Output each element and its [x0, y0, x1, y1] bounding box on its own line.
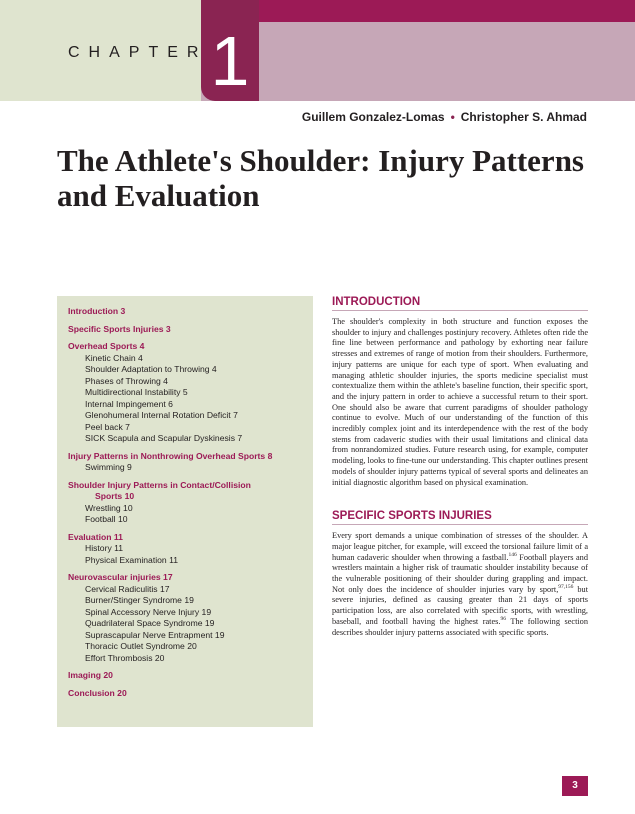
toc-entry: Shoulder Adaptation to Throwing 4: [85, 364, 217, 374]
section-heading-specific-sports: SPECIFIC SPORTS INJURIES: [332, 510, 588, 525]
toc-entry: Swimming 9: [85, 462, 132, 472]
toc-entry: Evaluation 11: [68, 531, 123, 542]
author-second: Christopher S. Ahmad: [460, 110, 587, 124]
chapter-title: The Athlete's Shoulder: Injury Patterns and Evaluation: [57, 143, 584, 213]
main-column: [332, 296, 588, 638]
paragraph-text: The following section describes shoulder injury patterns associated with specific sports.: [332, 616, 588, 637]
toc-entry: Specific Sports Injuries 3: [68, 323, 171, 334]
toc-entry: Neurovascular injuries 17: [68, 572, 173, 582]
header-band-right: [201, 22, 635, 101]
toc-entry: Sports 10: [95, 491, 135, 501]
author-separator: •: [450, 110, 455, 124]
introduction-paragraph: The shoulder's complexity in both structure and function exposes the shoulder to injury and challenges postinjury recovery. Athletes often ride the fine line between performance and pathology by exhorting near failure stresses and extremes of range of motion from their shoulders. Furthermore, injury patterns are unique for each type of sport. When evaluating and managing athletic shoulder injuries, the sports medicine specialist must contextualize them within the athlete's baseline function, their specific sport, and the injury pattern in order to achieve a successful return to their sport. One should also be aware that current paradigms of shoulder pathology continue to evolve. Much of our understanding of the function of this incredibly complex joint and its interdependence with the rest of the body stems from cadaveric studies with their usual limitations and clinical data from nonrandomized studies. Future research using, for example, computer modeling, looks to fine-tune our understanding. This chapter outlines present models of shoulder injury patterns typical of several sports and delineates an initial diagnostic algorithm based on physical examination.: [332, 317, 588, 487]
paragraph-text: Football players and wrestlers maintain a higher risk of traumatic shoulder instability because of the vulnerable positioning of their shoulder during grappling and impact. Not only does the incidence of shoulder injuries vary by sport,: [332, 552, 588, 594]
toc-entry: Football 10: [85, 514, 128, 524]
table-of-contents: [57, 296, 313, 727]
toc-entry: Suprascapular Nerve Entrapment 19: [85, 629, 225, 640]
page-number: 3: [562, 776, 588, 796]
author-line: [302, 110, 587, 124]
chapter-number: 1: [210, 22, 250, 100]
toc-entry: SICK Scapula and Scapular Dyskinesis 7: [85, 433, 243, 443]
toc-entry: Kinetic Chain 4: [85, 352, 143, 363]
toc-entry: Wrestling 10: [85, 502, 133, 513]
toc-entry: Introduction 3: [68, 306, 126, 316]
header-band-top: [201, 0, 635, 22]
toc-entry: Quadrilateral Space Syndrome 19: [85, 618, 215, 628]
toc-entry: Peel back 7: [85, 421, 130, 432]
toc-entry: Glenohumeral Internal Rotation Deficit 7: [85, 410, 238, 420]
toc-entry: Overhead Sports 4: [68, 341, 145, 351]
paragraph-text: but severe injuries, defined as causing greater than 21 days of sports participation loss, are also correlated with specific sports, with wrestling, baseball, and football having the highest rates.: [332, 584, 588, 626]
reference-citation: 146: [508, 551, 517, 558]
chapter-label: CHAPTER: [68, 44, 208, 61]
section-heading-introduction: INTRODUCTION: [332, 296, 588, 311]
toc-entry: Multidirectional Instability 5: [85, 387, 188, 397]
reference-citation: 97,156: [558, 584, 574, 590]
toc-entry: History 11: [85, 543, 124, 553]
toc-entry: Cervical Radiculitis 17: [85, 583, 170, 594]
toc-entry: Burner/Stinger Syndrome 19: [85, 595, 194, 605]
toc-entry: Effort Thrombosis 20: [85, 652, 165, 663]
toc-entry: Spinal Accessory Nerve Injury 19: [85, 606, 212, 617]
author-first: Guillem Gonzalez-Lomas: [301, 110, 445, 124]
toc-entry: Conclusion 20: [68, 687, 127, 698]
paragraph-text: Every sport demands a unique combination of stresses of the shoulder. A major league pitcher, for example, will exceed the torsional failure limit of a human cadaveric shoulder when throwing a fastball.: [332, 531, 588, 562]
toc-entry: Phases of Throwing 4: [85, 375, 168, 386]
toc-entry: Internal Impingement 6: [85, 398, 173, 409]
toc-entry: Imaging 20: [68, 670, 113, 680]
toc-entry: Physical Examination 11: [85, 554, 178, 565]
toc-entry: Injury Patterns in Nonthrowing Overhead Sports 8: [68, 450, 273, 461]
toc-entry: Thoracic Outlet Syndrome 20: [85, 641, 197, 651]
toc-entry: Shoulder Injury Patterns in Contact/Collision: [68, 479, 251, 490]
specific-sports-paragraph: [332, 531, 588, 638]
reference-citation: 96: [500, 616, 506, 623]
